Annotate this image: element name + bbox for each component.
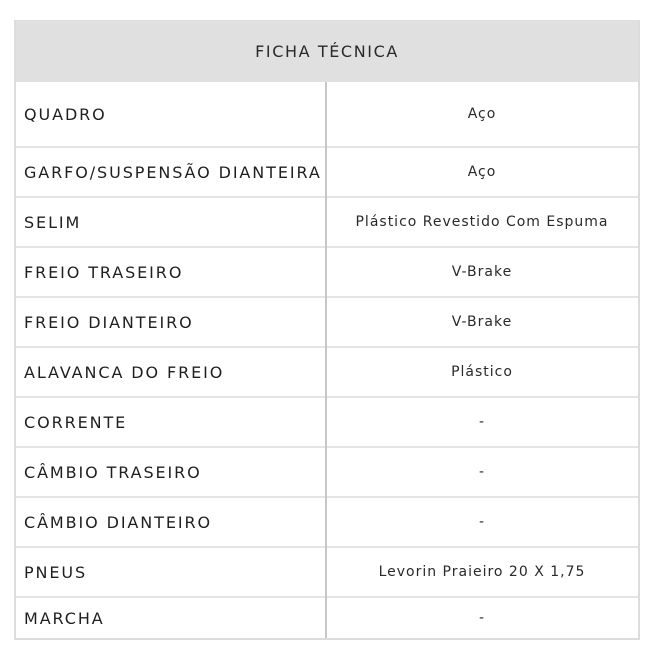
row-label: ALAVANCA DO FREIO bbox=[24, 362, 225, 382]
table-row-freio-dianteiro bbox=[16, 298, 638, 348]
row-label: SELIM bbox=[24, 212, 82, 232]
column-divider bbox=[325, 82, 327, 638]
table-row-cambio-traseiro bbox=[16, 448, 638, 498]
row-label: FREIO DIANTEIRO bbox=[24, 312, 194, 332]
row-value: Levorin Praieiro 20 X 1,75 bbox=[378, 564, 586, 580]
table-title: FICHA TÉCNICA bbox=[16, 20, 638, 82]
row-label: QUADRO bbox=[24, 104, 107, 124]
table-row-marcha bbox=[16, 598, 638, 638]
row-value: Aço bbox=[467, 164, 497, 180]
row-label: PNEUS bbox=[24, 562, 88, 582]
row-value: Plástico Revestido Com Espuma bbox=[355, 214, 609, 230]
table-row-selim bbox=[16, 198, 638, 248]
table-row-alavanca-freio bbox=[16, 348, 638, 398]
table-row-quadro bbox=[16, 82, 638, 148]
row-value: - bbox=[478, 414, 486, 430]
row-value: Plástico bbox=[451, 364, 513, 380]
row-label: CÂMBIO TRASEIRO bbox=[24, 462, 202, 482]
table-row-cambio-dianteiro bbox=[16, 498, 638, 548]
row-value: V-Brake bbox=[451, 264, 513, 280]
row-value: Aço bbox=[467, 106, 497, 122]
table-row-corrente bbox=[16, 398, 638, 448]
table-row-pneus bbox=[16, 548, 638, 598]
row-value: - bbox=[478, 610, 486, 626]
row-label: CORRENTE bbox=[24, 412, 128, 432]
row-value: V-Brake bbox=[451, 314, 513, 330]
row-label: CÂMBIO DIANTEIRO bbox=[24, 512, 212, 532]
spec-table-body bbox=[16, 82, 638, 638]
table-row-garfo bbox=[16, 148, 638, 198]
row-label: FREIO TRASEIRO bbox=[24, 262, 184, 282]
row-label: GARFO/SUSPENSÃO DIANTEIRA bbox=[24, 162, 322, 182]
table-row-freio-traseiro bbox=[16, 248, 638, 298]
spec-table bbox=[14, 20, 640, 640]
row-label: MARCHA bbox=[24, 608, 105, 628]
row-value: - bbox=[478, 514, 486, 530]
row-value: - bbox=[478, 464, 486, 480]
